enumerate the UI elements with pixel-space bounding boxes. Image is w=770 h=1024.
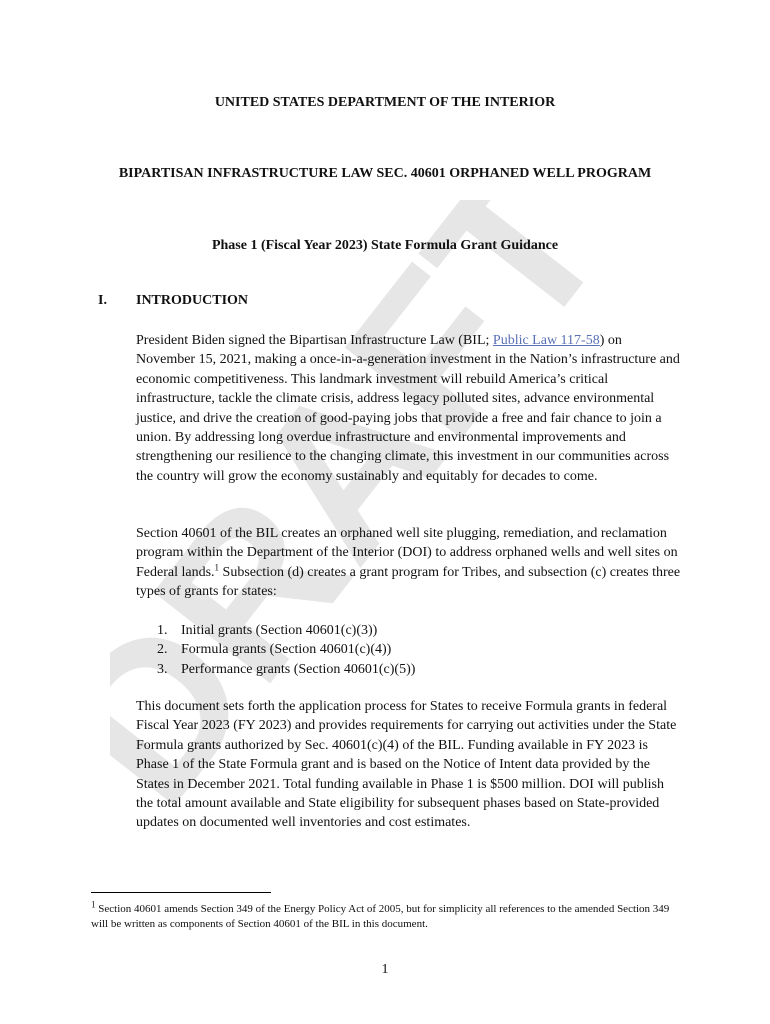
list-item <box>157 640 415 659</box>
list-item <box>157 660 415 679</box>
footnote-text: Section 40601 amends Section 349 of the Energy Policy Act of 2005, but for simplicity all references to the amended Section 349 will be written as components of Section 40601 of the BIL in this document. <box>91 903 670 930</box>
section-number: I. <box>98 293 107 308</box>
footnote-number: 1 <box>91 899 96 910</box>
list-item-text: Initial grants (Section 40601(c)(3)) <box>181 623 378 638</box>
department-title: UNITED STATES DEPARTMENT OF THE INTERIOR <box>214 95 556 110</box>
watermark-text: DRAFT <box>110 200 651 820</box>
footnote-reference[interactable]: 1 <box>214 562 220 573</box>
section-40601-text-start: Section 40601 of the BIL creates an orphaned well site plugging, remediation, and reclamation program within the Department of the Interior (DOI) to address orphaned wells and well sites on Federal lands. <box>136 526 678 580</box>
footnote <box>91 899 681 932</box>
section-40601-text-end: Subsection (d) creates a grant program for Tribes, and subsection (c) creates three types of grants for states: <box>136 564 681 600</box>
list-item-text: Performance grants (Section 40601(c)(5)) <box>181 661 416 677</box>
public-law-link[interactable]: Public Law 117-58 <box>492 333 600 348</box>
page-number: 1 <box>381 962 389 977</box>
list-item-number: 2. <box>157 642 168 658</box>
footnote-divider <box>91 892 271 893</box>
list-item <box>157 621 415 640</box>
list-item-text: Formula grants (Section 40601(c)(4)) <box>181 642 392 658</box>
intro-text-end: ) on November 15, 2021, making a once-in-a-generation investment in the Nation’s infrastructure and economic competitiveness. This landmark investment will rebuild America’s critical infrastructure, tackle the climate crisis, address legacy polluted sites, advance environmental justice, and drive the creation of good-paying jobs that provide a free and fair chance to join a union. By addressing long overdue infrastructure and environmental improvements and strengthening our resilience to the changing climate, this investment in our communities across the country will grow the economy sustainably and equitably for decades to come. <box>136 333 680 484</box>
grant-types-list <box>157 621 415 679</box>
section-40601-paragraph <box>136 524 681 602</box>
guidance-subtitle: Phase 1 (Fiscal Year 2023) State Formula Grant Guidance <box>211 238 559 253</box>
intro-text-start: President Biden signed the Bipartisan Infrastructure Law (BIL; <box>136 333 493 348</box>
program-title: BIPARTISAN INFRASTRUCTURE LAW SEC. 40601 ORPHANED WELL PROGRAM <box>118 166 652 181</box>
application-process-paragraph: This document sets forth the application process for States to receive Formula grants in federal Fiscal Year 2023 (FY 2023) and provides requirements for carrying out activities under the State Formula grants authorized by Sec. 40601(c)(4) of the BIL. Funding available in FY 2023 is Phase 1 of the State Formula grant and is based on the Notice of Intent data provided by the States in December 2021. Total funding available in Phase 1 is $500 million. DOI will publish the total amount available and State eligibility for subsequent phases based on State-provided updates on documented well inventories and cost estimates. <box>136 699 677 831</box>
intro-paragraph <box>136 331 681 486</box>
list-item-number: 1. <box>157 623 168 638</box>
section-title: INTRODUCTION <box>136 293 249 308</box>
list-item-number: 3. <box>157 661 168 677</box>
